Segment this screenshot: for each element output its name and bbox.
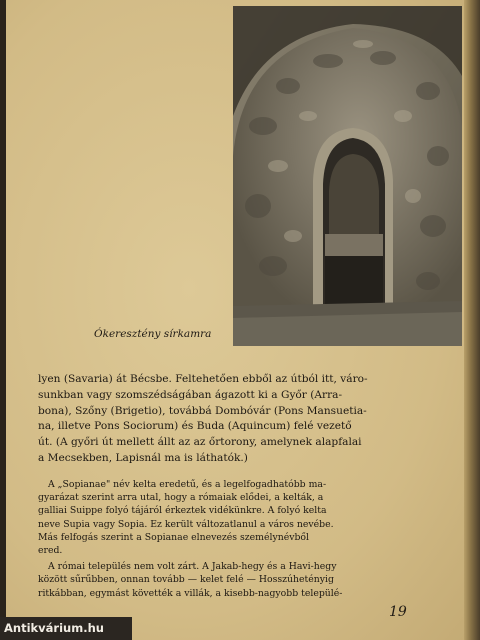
paragraph-2 <box>38 478 430 557</box>
text-line: lyen (Savaria) át Bécsbe. Feltehetően ebből az útból itt, váro- <box>38 373 368 385</box>
text-line: galliai Suippe folyó tájáról érkeztek vidékünkre. A folyó kelta <box>38 505 327 517</box>
text-line: gyarázat szerint arra utal, hogy a rómaiak elődei, a kelták, a <box>38 492 324 504</box>
paragraph-1 <box>38 372 430 467</box>
book-spine-edge <box>464 0 480 640</box>
site-watermark: Antikvárium.hu <box>0 617 132 640</box>
text-line: Más felfogás szerint a Sopianae elnevezés személynévből <box>38 531 309 543</box>
book-page <box>6 0 464 640</box>
photo-caption: Ókeresztény sírkamra <box>94 328 212 340</box>
text-line: a Mecsekben, Lapisnál ma is láthatók.) <box>38 451 248 464</box>
text-line: na, illetve Pons Sociorum) és Buda (Aquincum) felé vezető <box>38 420 352 433</box>
text-line: között sűrűbben, onnan tovább — kelet felé — Hosszúhetényig <box>38 574 334 586</box>
page-number: 19 <box>389 604 407 620</box>
paragraph-3 <box>38 560 430 600</box>
text-line: ritkábban, egymást követték a villák, a kisebb-nagyobb települé- <box>38 587 343 599</box>
crypt-photo-image <box>233 6 462 346</box>
text-line: A „Sopianae" név kelta eredetű, és a legelfogadhatóbb ma- <box>48 479 327 490</box>
text-line: út. (A győri út mellett állt az az őrtorony, amelynek alapfalai <box>38 436 362 449</box>
small-print-section <box>38 478 430 600</box>
crypt-photo <box>233 6 462 346</box>
text-line: neve Supia vagy Sopia. Ez került változatlanul a város nevébe. <box>38 518 334 530</box>
text-line: A római település nem volt zárt. A Jakab-hegy és a Havi-hegy <box>48 561 337 573</box>
text-line: sunkban vagy szomszédságában ágazott ki a Győr (Arra- <box>38 388 343 401</box>
text-line: ered. <box>38 545 63 557</box>
text-line: bona), Szőny (Brigetio), továbbá Dombóvár (Pons Mansuetia- <box>38 404 367 417</box>
